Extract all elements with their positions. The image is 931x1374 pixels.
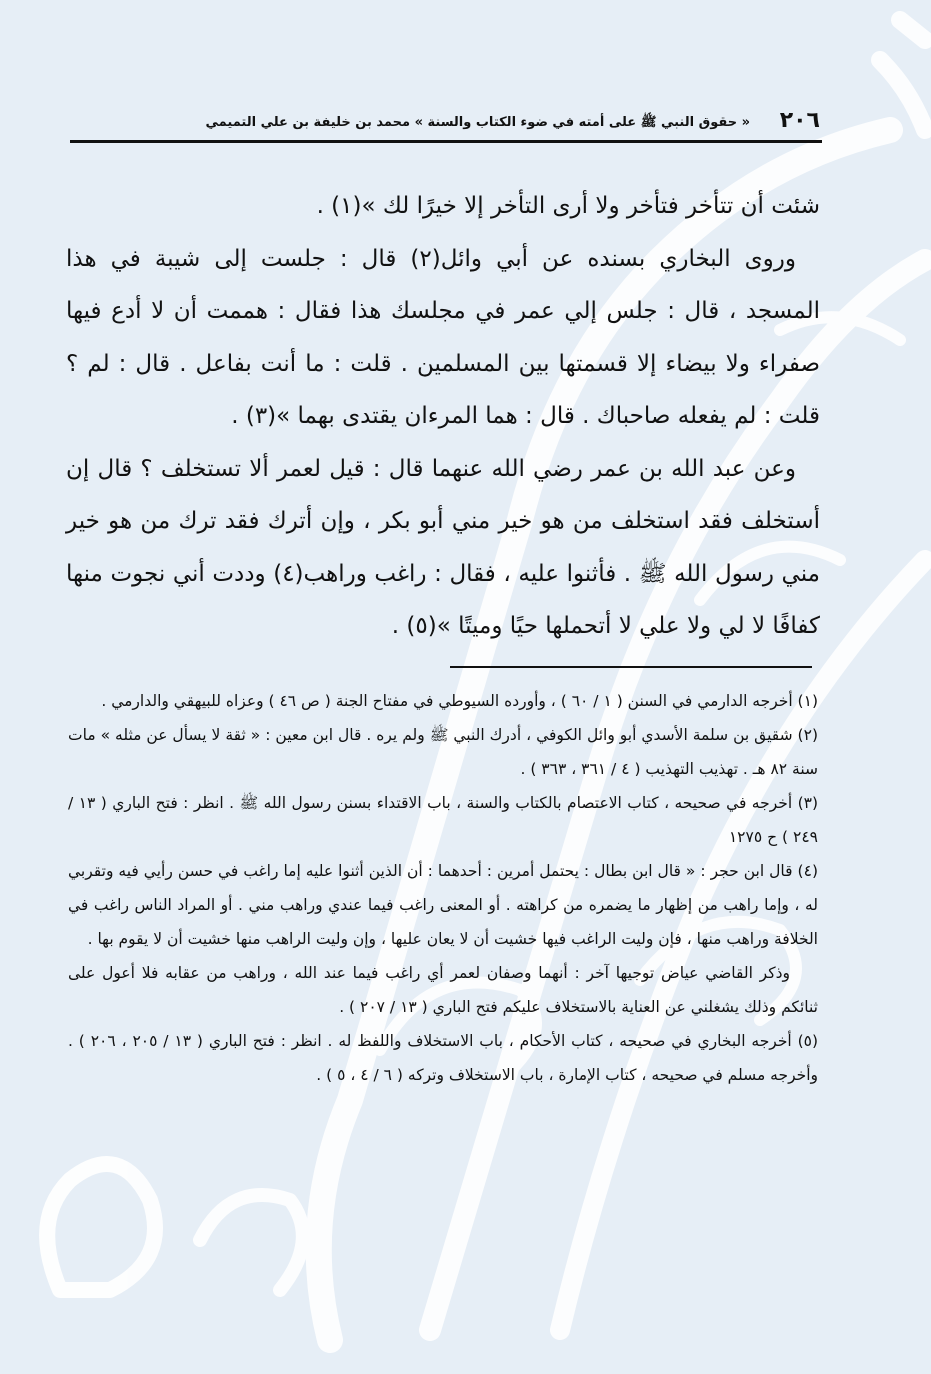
footnote-4-continued: وذكر القاضي عياض توجيها آخر : أنهما وصفان لعمر أي راغب فيما عند الله ، وراهب من عقابه فلا أعول على ثنائكم وذلك يشغلني عن العناية بالاستخلاف عليكم فتح الباري ( ١٣ / ٢٠٧ ) .	[68, 964, 818, 1016]
footnote-divider	[450, 666, 812, 668]
paragraph-1: شئت أن تتأخر فتأخر ولا أرى التأخر إلا خيرًا لك »(١) .	[316, 193, 820, 219]
footnote-4: (٤) قال ابن حجر : « قال ابن بطال : يحتمل أمرين : أحدهما : أن الذين أثنوا عليه إما راغب في حسن رأيي فيه وتقربي له ، وإما راهب من إظهار ما يضمره من كراهته . أو المعنى راغب فيما عندي وراهب مني . أو المراد الناس راغب في الخلافة وراهب منها ، فإن وليت الراغب فيها خشيت أن لا يعان عليها ، وإن وليت الراهب منها خشيت أن لا يقوم بها .	[68, 862, 818, 948]
header-divider	[70, 140, 822, 143]
main-text	[66, 180, 820, 653]
footnote-1: (١) أخرجه الدارمي في السنن ( ١ / ٦٠ ) ، وأورده السيوطي في مفتاح الجنة ( ص ٤٦ ) وعزاه للبيهقي والدارمي .	[101, 692, 818, 710]
footnote-3: (٣) أخرجه في صحيحه ، كتاب الاعتصام بالكتاب والسنة ، باب الاقتداء بسنن رسول الله ﷺ . انظر : فتح الباري ( ١٣ / ٢٤٩ ) ح ١٢٧٥	[68, 794, 819, 846]
page-number: ٢٠٦	[779, 108, 820, 133]
paragraph-2: وروى البخاري بسنده عن أبي وائل(٢) قال : جلست إلى شيبة في هذا المسجد ، قال : جلس إلي عمر في مجلسك هذا فقال : هممت أن لا أدع فيها صفراء ولا بيضاء إلا قسمتها بين المسلمين . قلت : ما أنت بفاعل . قال : لم ؟ قلت : لم يفعله صاحباك . قال : هما المرءان يقتدى بهما »(٣) .	[66, 245, 820, 429]
footnote-5: (٥) أخرجه البخاري في صحيحه ، كتاب الأحكام ، باب الاستخلاف واللفظ له . انظر : فتح الباري ( ١٣ / ٢٠٥ ، ٢٠٦ ) . وأخرجه مسلم في صحيحه ، كتاب الإمارة ، باب الاستخلاف وتركه ( ٦ / ٤ ، ٥ ) .	[68, 1032, 819, 1084]
running-title: « حقوق النبي ﷺ على أمته في ضوء الكتاب والسنة » محمد بن خليفة بن علي التميمي	[205, 115, 750, 130]
page-header	[70, 108, 820, 138]
footnotes	[68, 684, 818, 1092]
paragraph-3: وعن عبد الله بن عمر رضي الله عنهما قال : قيل لعمر ألا تستخلف ؟ قال إن أستخلف فقد استخلف من هو خير مني أبو بكر ، وإن أترك فقد ترك من هو خير مني رسول الله ﷺ . فأثنوا عليه ، فقال : راغب وراهب(٤) وددت أني نجوت منها كفافًا لا لي ولا علي لا أتحملها حيًا وميتًا »(٥) .	[66, 455, 820, 639]
footnote-2: (٢) شقيق بن سلمة الأسدي أبو وائل الكوفي ، أدرك النبي ﷺ ولم يره . قال ابن معين : « ثقة لا يسأل عن مثله » مات سنة ٨٢ هـ . تهذيب التهذيب ( ٤ / ٣٦١ ، ٣٦٣ ) .	[68, 726, 818, 778]
